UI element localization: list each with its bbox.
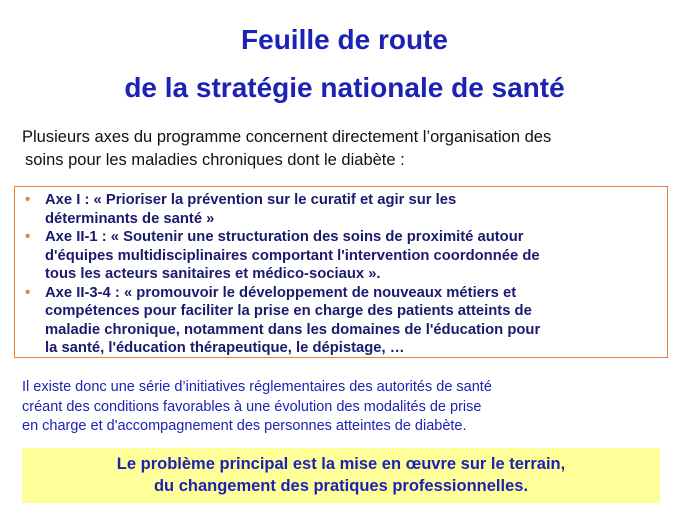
- axe-1-line2: déterminants de santé »: [45, 210, 215, 227]
- axe-item-1: [23, 191, 659, 228]
- axe-2-line2: d'équipes multidisciplinaires comportant l'intervention coordonnée de: [45, 247, 540, 264]
- intro-paragraph: [22, 126, 658, 172]
- intro-line2: soins pour les maladies chroniques dont le diabète :: [25, 151, 405, 169]
- axe-3-line4: la santé, l'éducation thérapeutique, le dépistage, …: [45, 340, 405, 356]
- axe-3-line1: Axe II-3-4 : « promouvoir le développement de nouveaux métiers et: [45, 284, 517, 301]
- axe-3-line3: maladie chronique, notamment dans les domaines de l'éducation pour: [45, 321, 541, 338]
- bullet-icon: •: [25, 228, 31, 245]
- highlight-line1: Le problème principal est la mise en œuvre sur le terrain,: [116, 455, 566, 473]
- conclusion-paragraph: [22, 378, 562, 437]
- axe-3-line2: compétences pour faciliter la prise en charge des patients atteints de: [45, 303, 532, 319]
- axe-2-line3: tous les acteurs sanitaires et médico-sociaux ».: [45, 266, 381, 282]
- axe-item-3: [23, 284, 659, 358]
- axe-2-line1: Axe II-1 : « Soutenir une structuration des soins de proximité autour: [45, 229, 524, 245]
- conclusion-line2: créant des conditions favorables à une évolution des modalités de prise: [22, 398, 482, 415]
- conclusion-line3: en charge et d'accompagnement des personnes atteintes de diabète.: [22, 418, 467, 434]
- intro-line1: Plusieurs axes du programme concernent directement l’organisation des: [22, 128, 552, 146]
- slide-title-line2: de la stratégie nationale de santé: [124, 72, 565, 103]
- slide-title-line1: Feuille de route: [241, 24, 448, 55]
- axe-1-line1: Axe I : « Prioriser la prévention sur le curatif et agir sur les: [45, 192, 457, 208]
- bullet-icon: •: [25, 283, 31, 301]
- bullet-icon: •: [25, 191, 31, 208]
- conclusion-line1: Il existe donc une série d’initiatives réglementaires des autorités de santé: [22, 379, 492, 395]
- axes-box: [14, 186, 668, 358]
- axe-item-2: [23, 228, 659, 284]
- highlight-line2: du changement des pratiques professionnelles.: [153, 477, 529, 495]
- highlight-box: [22, 448, 660, 503]
